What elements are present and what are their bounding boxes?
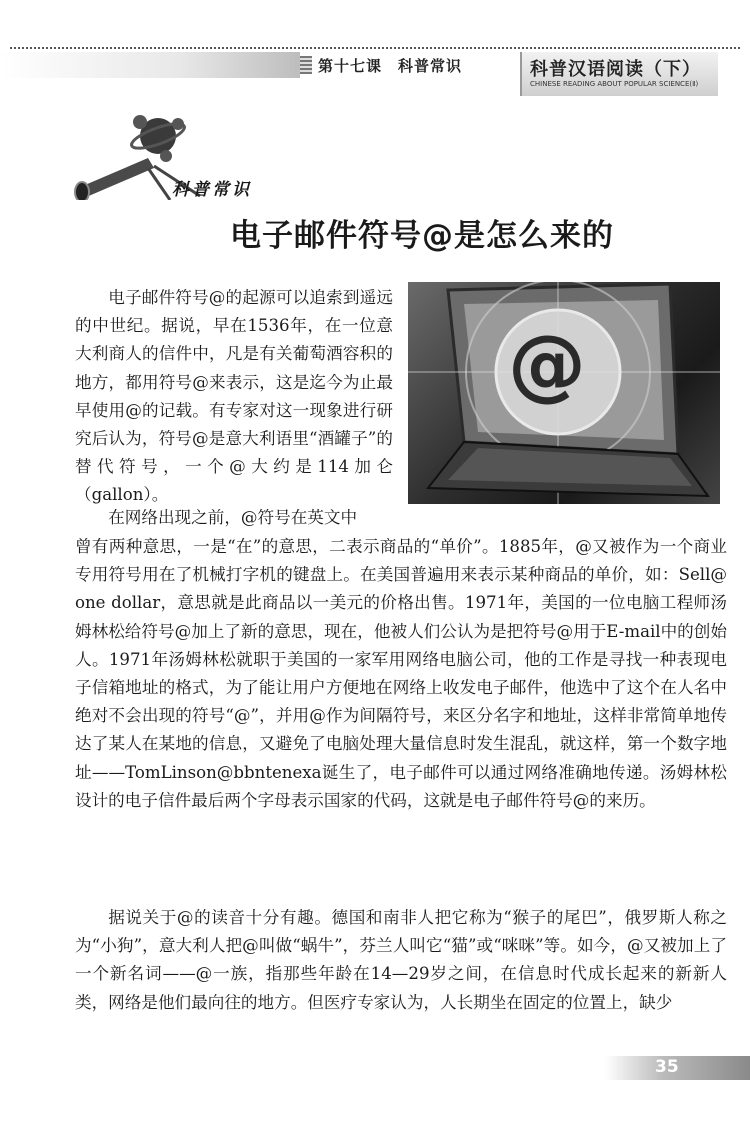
laptop-photo <box>408 282 720 504</box>
at-symbol: @ <box>508 320 586 410</box>
paragraph-3: 据说关于@的读音十分有趣。德国和南非人把它称为“猴子的尾巴”，俄罗斯人称之为“小狗”，意大利人把@叫做“蜗牛”，芬兰人叫它“猫”或“咪咪”等。如今，@又被加上了一个新名词——@一族，指那些年龄在14—29岁之间，在信息时代成长起来的新新人类，网络是他们最向往的地方。但医疗专家认为，人长期坐在固定的位置上，缺少 <box>75 908 727 1012</box>
book-subtitle: CHINESE READING ABOUT POPULAR SCIENCE(Ⅱ) <box>530 80 699 88</box>
paragraph-1: 电子邮件符号@的起源可以追索到遥远的中世纪。据说，早在1536年，在一位意大利商人的信件中，凡是有关葡萄酒容积的地方，都用符号@来表示，这是迄今为止最早使用@的记载。有专家对这一现象进行研究后认为，符号@是意大利语里“酒罐子”的替代符号，一个@大约是114加仑（gallon）。 <box>75 288 393 505</box>
section-label: 科普常识 <box>172 180 252 200</box>
paragraph-2-start: 在网络出现之前，@符号在英文中 <box>108 508 358 527</box>
book-title-box <box>520 52 718 96</box>
book-title: 科普汉语阅读（下） <box>530 59 701 80</box>
paragraph-2-cont: 曾有两种意思，一是“在”的意思，二表示商品的“单价”。1885年，@又被作为一个商业专用符号用在了机械打字机的键盘上。在美国普遍用来表示某种商品的单价，如：Sell@ one dollar，意思就是此商品以一美元的价格出售。1971年，美国的一位电脑工程师汤姆林松给符号@加上了新的意思，现在，他被人们公认为是把符号@用于E-mail中的创始人。1971年汤姆林松就职于美国的一家军用网络电脑公司，他的工作是寻找一种表现电子信箱地址的格式，为了能让用户方便地在网络上收发电子邮件，他选中了这个在人名中绝对不会出现的符号“@”，并用@作为间隔符号，来区分名字和地址，这样非常简单地传达了某人在某地的信息，又避免了电脑处理大量信息时发生混乱，就这样，第一个数字地址——TomLinson@bbntenexa诞生了，电子邮件可以通过网络准确地传递。汤姆林松设计的电子信件最后两个字母表示国家的代码，这就是电子邮件符号@的来历。 <box>75 537 727 810</box>
header-dotted-rule <box>10 47 740 49</box>
page-number: 35 <box>655 1057 679 1077</box>
lesson-header: 第十七课 科普常识 <box>318 57 463 75</box>
header-marker <box>300 56 312 74</box>
article-title: 电子邮件符号@是怎么来的 <box>230 218 614 254</box>
header-gradient-band <box>0 52 300 78</box>
